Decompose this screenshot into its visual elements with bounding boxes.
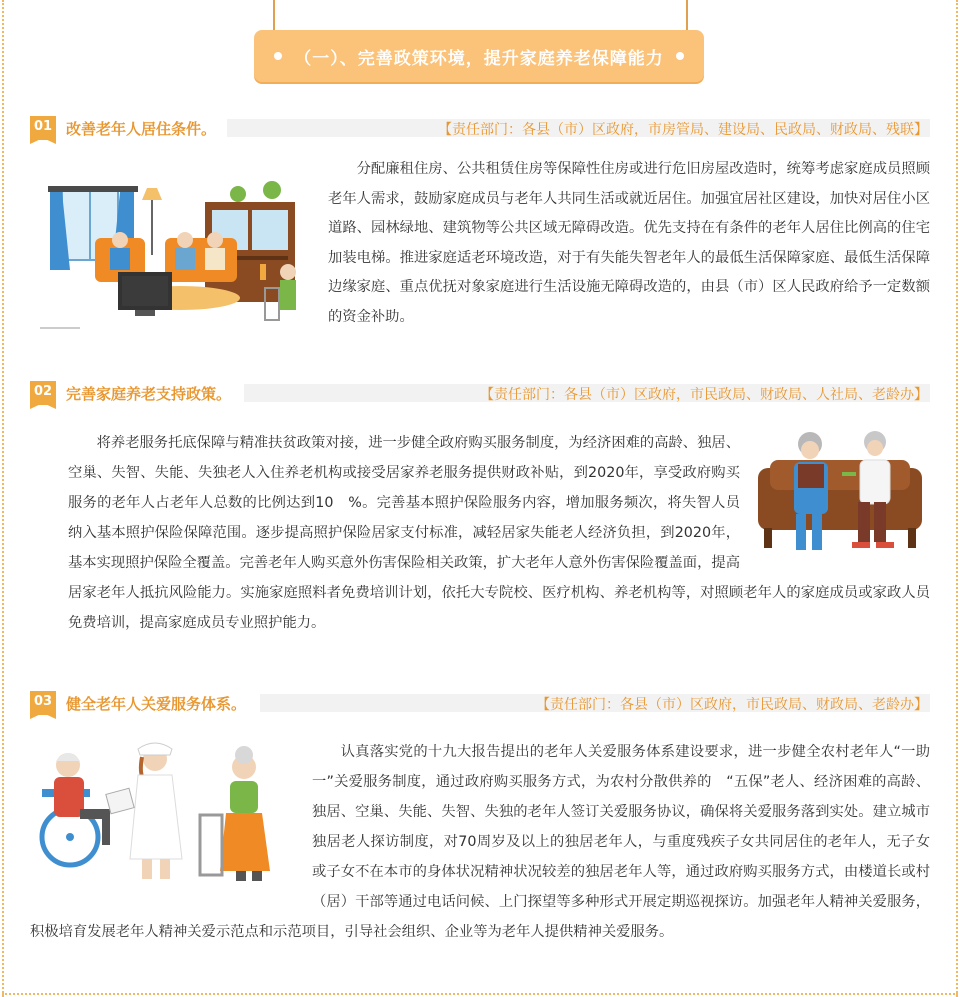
section-number-badge: 03 <box>30 691 56 715</box>
section-number-badge: 01 <box>30 116 56 140</box>
banner-hanger-left <box>273 0 275 30</box>
banner-title: （一）、完善政策环境，提升家庭养老保障能力 <box>294 49 664 69</box>
section-body-03-container <box>30 737 930 947</box>
section-body: 认真落实党的十九大报告提出的老年人关爱服务体系建设要求，进一步健全农村老年人“一助一”关爱服务制度，通过政府购买服务方式，为农村分散供养的 “五保”老人、经济困难的高龄、独居、空巢、失能、失智、失独的老年人签订关爱服务协议，确保将关爱服务落到实处。建立城市独居老人探访制度，对70周岁及以上的独居老年人，与重度残疾子女共同居住的老年人，无子女或子女不在本市的身体状况精神状况较差的独居老年人等，通过政府购买服务方式，由楼道长或村（居）干部等通过电话问候、上门探望等多种形式开展定期巡视探访。加强老年人精神关爱服务，积极培育发展老年人精神关爱示范点和示范项目，引导社会组织、企业等为老年人提供精神关爱服务。 <box>30 744 930 940</box>
page-border-right <box>956 0 958 997</box>
section-header-03 <box>30 691 930 717</box>
section-header-01 <box>30 116 930 142</box>
section-department: 【责任部门：各县（市）区政府，市民政局、财政局、老龄办】 <box>536 697 928 713</box>
page-border-left <box>2 0 4 997</box>
elderly-couple-illustration <box>750 430 930 560</box>
nurse-care-illustration <box>30 739 294 887</box>
living-room-illustration <box>40 180 310 335</box>
section-title: 健全老年人关爱服务体系。 <box>66 695 247 713</box>
section-number-badge: 02 <box>30 381 56 405</box>
section-body-01: 分配廉租住房、公共租赁住房等保障性住房或进行危旧房屋改造时，统筹考虑家庭成员照顾老年人需求，鼓励家庭成员与老年人共同生活或就近居住。加强宜居社区建设，加快对居住小区道路、园林绿地、建筑物等公共区域无障碍改造。优先支持在有条件的老年人居住比例高的住宅加装电梯。推进家庭适老环境改造，对于有失能失智老年人的最低生活保障家庭、最低生活保障边缘家庭、重点优抚对象家庭进行生活设施无障碍改造的，由县（市）区人民政府给予一定数额的资金补助。 <box>328 161 930 325</box>
section-header-02 <box>30 381 930 407</box>
section-department: 【责任部门：各县（市）区政府，市房管局、建设局、民政局、财政局、残联】 <box>438 122 928 138</box>
section-body: 将养老服务托底保障与精准扶贫政策对接，进一步健全政府购买服务制度，为经济困难的高龄、独居、空巢、失智、失能、失独老人入住养老机构或接受居家养老服务提供财政补贴，到2020年，享受政府购买服务的老年人占老年人总数的比例达到10 %。完善基本照护保险服务内容，增加服务频次，将失智人员纳入基本照护保险保障范围。逐步提高照护保险居家支付标准，减轻居家失能老人经济负担，到2020年，基本实现照护保险全覆盖。完善老年人购买意外伤害保险相关政策，扩大老年人意外伤害保险覆盖面，提高居家老年人抵抗风险能力。实施家庭照料者免费培训计划，依托大专院校、医疗机构、养老机构等，对照顾老年人的家庭成员或家政人员免费培训，提高家庭成员专业照护能力。 <box>68 435 930 631</box>
banner-hanger-right <box>686 0 688 30</box>
page-border-bottom <box>2 993 958 995</box>
section-banner <box>254 30 704 82</box>
section-department: 【责任部门：各县（市）区政府，市民政局、财政局、人社局、老龄办】 <box>480 387 928 403</box>
section-title: 完善家庭养老支持政策。 <box>66 385 232 403</box>
section-title: 改善老年人居住条件。 <box>66 120 217 138</box>
section-body-02-container <box>68 428 930 638</box>
